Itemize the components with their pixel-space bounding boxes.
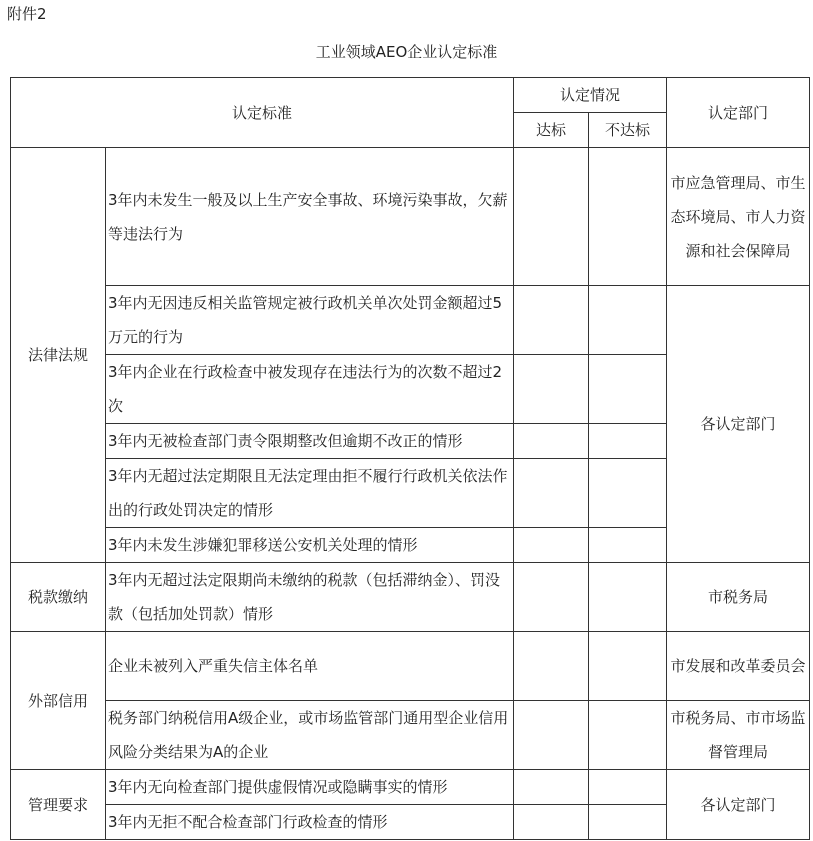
fail-cell[interactable] [589, 286, 667, 355]
criterion-cell: 税务部门纳税信用A级企业，或市场监管部门通用型企业信用风险分类结果为A的企业 [106, 701, 514, 770]
pass-cell[interactable] [514, 286, 589, 355]
fail-cell[interactable] [589, 805, 667, 840]
pass-cell[interactable] [514, 632, 589, 701]
department-cell: 市税务局 [667, 563, 810, 632]
criterion-cell: 3年内无被检查部门责令限期整改但逾期不改正的情形 [106, 424, 514, 459]
fail-cell[interactable] [589, 701, 667, 770]
category-cell: 外部信用 [11, 632, 106, 770]
criterion-cell: 3年内无超过法定期限且无法定理由拒不履行行政机关依法作出的行政处罚决定的情形 [106, 459, 514, 528]
pass-cell[interactable] [514, 148, 589, 286]
pass-cell[interactable] [514, 701, 589, 770]
table-row [11, 701, 810, 770]
department-cell: 市发展和改革委员会 [667, 632, 810, 701]
fail-cell[interactable] [589, 563, 667, 632]
criterion-cell: 3年内企业在行政检查中被发现存在违法行为的次数不超过2次 [106, 355, 514, 424]
fail-cell[interactable] [589, 424, 667, 459]
header-criteria: 认定标准 [11, 78, 514, 148]
table-row [11, 770, 810, 805]
header-department: 认定部门 [667, 78, 810, 148]
pass-cell[interactable] [514, 770, 589, 805]
category-cell: 税款缴纳 [11, 563, 106, 632]
department-cell: 市应急管理局、市生态环境局、市人力资源和社会保障局 [667, 148, 810, 286]
criterion-cell: 3年内未发生涉嫌犯罪移送公安机关处理的情形 [106, 528, 514, 563]
criterion-cell: 3年内无拒不配合检查部门行政检查的情形 [106, 805, 514, 840]
fail-cell[interactable] [589, 148, 667, 286]
pass-cell[interactable] [514, 424, 589, 459]
fail-cell[interactable] [589, 459, 667, 528]
table-row [11, 148, 810, 286]
header-pass: 达标 [514, 113, 589, 148]
header-fail: 不达标 [589, 113, 667, 148]
criterion-cell: 3年内未发生一般及以上生产安全事故、环境污染事故，欠薪等违法行为 [106, 148, 514, 286]
pass-cell[interactable] [514, 459, 589, 528]
category-cell: 管理要求 [11, 770, 106, 840]
header-status: 认定情况 [514, 78, 667, 113]
pass-cell[interactable] [514, 528, 589, 563]
header-row [11, 78, 810, 113]
pass-cell[interactable] [514, 563, 589, 632]
table-row [11, 286, 810, 355]
document-title: 工业领域AEO企业认定标准 [315, 43, 498, 61]
fail-cell[interactable] [589, 355, 667, 424]
table-row [11, 563, 810, 632]
pass-cell[interactable] [514, 355, 589, 424]
pass-cell[interactable] [514, 805, 589, 840]
annex-label: 附件2 [7, 5, 47, 23]
table-row [11, 632, 810, 701]
department-cell: 市税务局、市市场监督管理局 [667, 701, 810, 770]
fail-cell[interactable] [589, 632, 667, 701]
category-cell: 法律法规 [11, 148, 106, 563]
department-cell: 各认定部门 [667, 770, 810, 840]
standards-table [10, 77, 810, 840]
fail-cell[interactable] [589, 770, 667, 805]
fail-cell[interactable] [589, 528, 667, 563]
department-cell: 各认定部门 [667, 286, 810, 563]
criterion-cell: 企业未被列入严重失信主体名单 [106, 632, 514, 701]
criterion-cell: 3年内无向检查部门提供虚假情况或隐瞒事实的情形 [106, 770, 514, 805]
criterion-cell: 3年内无因违反相关监管规定被行政机关单次处罚金额超过5万元的行为 [106, 286, 514, 355]
criterion-cell: 3年内无超过法定限期尚未缴纳的税款（包括滞纳金）、罚没款（包括加处罚款）情形 [106, 563, 514, 632]
